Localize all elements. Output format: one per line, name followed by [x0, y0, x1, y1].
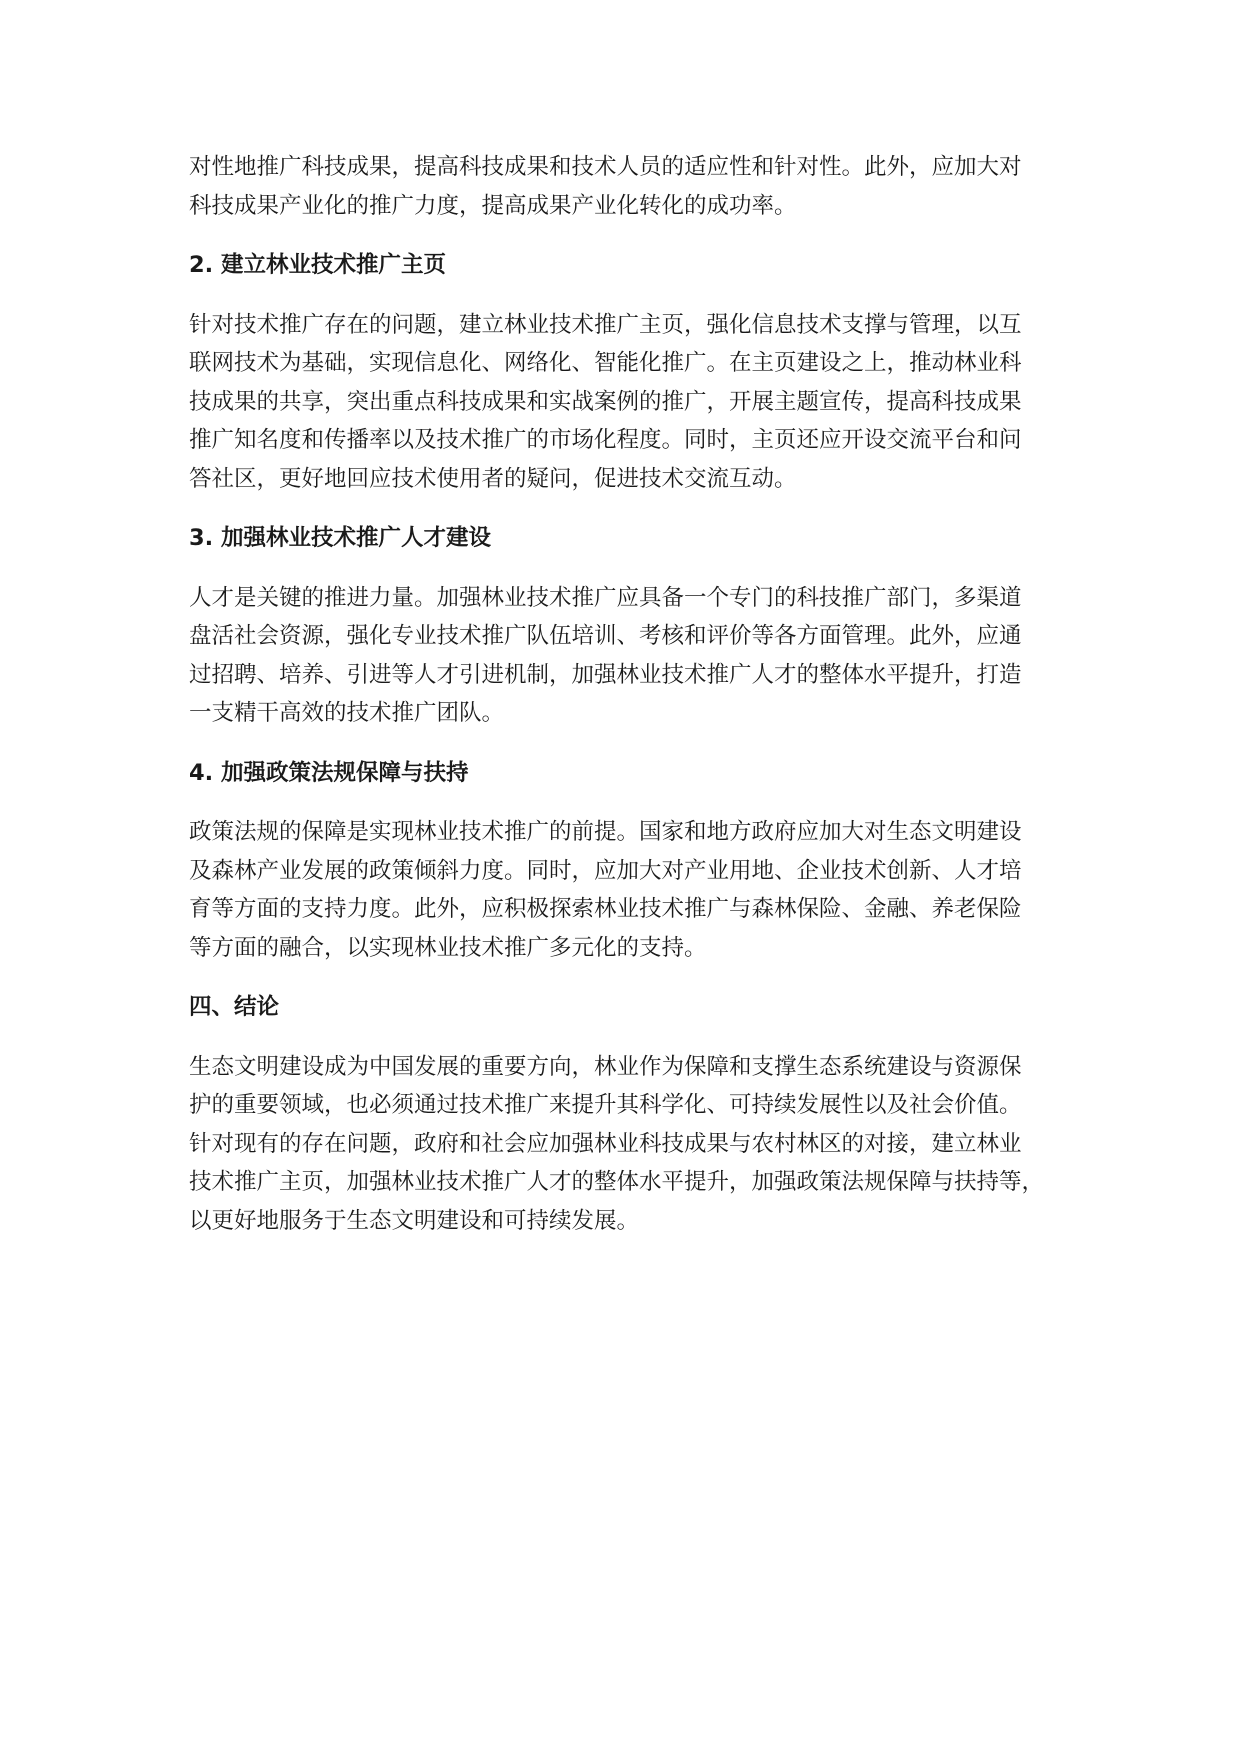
paragraph-section-2: [189, 306, 1089, 499]
text-line: 人才是关键的推进力量。加强林业技术推广应具备一个专门的科技推广部门，多渠道: [189, 584, 1022, 611]
text-line: 联网技术为基础，实现信息化、网络化、智能化推广。在主页建设之上，推动林业科: [189, 350, 1022, 376]
section-heading-3: 3. 加强林业技术推广人才建设: [189, 525, 492, 551]
text-line: 以更好地服务于生态文明建设和可持续发展。: [189, 1207, 640, 1234]
paragraph-section-4: [189, 813, 1089, 967]
text-line: 技成果的共享，突出重点科技成果和实战案例的推广，开展主题宣传，提高科技成果: [189, 388, 1022, 415]
text-line: 等方面的融合，以实现林业技术推广多元化的支持。: [189, 934, 707, 961]
section-heading-conclusion: 四、结论: [189, 994, 280, 1020]
text-line: 及森林产业发展的政策倾斜力度。同时，应加大对产业用地、企业技术创新、人才培: [189, 857, 1022, 884]
document-page: [189, 148, 1089, 1240]
text-line: 一支精干高效的技术推广团队。: [189, 700, 505, 726]
paragraph-conclusion: [189, 1048, 1089, 1241]
text-line: 过招聘、培养、引进等人才引进机制，加强林业技术推广人才的整体水平提升，打造: [189, 661, 1022, 688]
text-line: 针对现有的存在问题，政府和社会应加强林业科技成果与农村林区的对接，建立林业: [189, 1130, 1022, 1157]
text-line: 科技成果产业化的推广力度，提高成果产业化转化的成功率。: [189, 192, 797, 219]
text-line: 护的重要领域，也必须通过技术推广来提升其科学化、可持续发展性以及社会价值。: [189, 1092, 1022, 1118]
text-line: 针对技术推广存在的问题，建立林业技术推广主页，强化信息技术支撑与管理，以互: [189, 311, 1022, 338]
text-line: 盘活社会资源，强化专业技术推广队伍培训、考核和评价等各方面管理。此外，应通: [189, 623, 1022, 649]
text-line: 育等方面的支持力度。此外，应积极探索林业技术推广与森林保险、金融、养老保险: [189, 896, 1022, 922]
text-line: 对性地推广科技成果，提高科技成果和技术人员的适应性和针对性。此外，应加大对: [189, 154, 1022, 180]
text-line: 生态文明建设成为中国发展的重要方向，林业作为保障和支撑生态系统建设与资源保: [189, 1053, 1022, 1080]
text-line: 技术推广主页，加强林业技术推广人才的整体水平提升，加强政策法规保障与扶持等，: [189, 1169, 1045, 1195]
text-line: 答社区，更好地回应技术使用者的疑问，促进技术交流互动。: [189, 465, 797, 492]
section-heading-2: 2. 建立林业技术推广主页: [189, 252, 447, 278]
text-line: 政策法规的保障是实现林业技术推广的前提。国家和地方政府应加大对生态文明建设: [189, 819, 1022, 845]
paragraph-intro: [189, 148, 1089, 225]
section-heading-4: 4. 加强政策法规保障与扶持: [189, 759, 469, 786]
text-line: 推广知名度和传播率以及技术推广的市场化程度。同时，主页还应开设交流平台和问: [189, 427, 1022, 453]
paragraph-section-3: [189, 579, 1089, 733]
